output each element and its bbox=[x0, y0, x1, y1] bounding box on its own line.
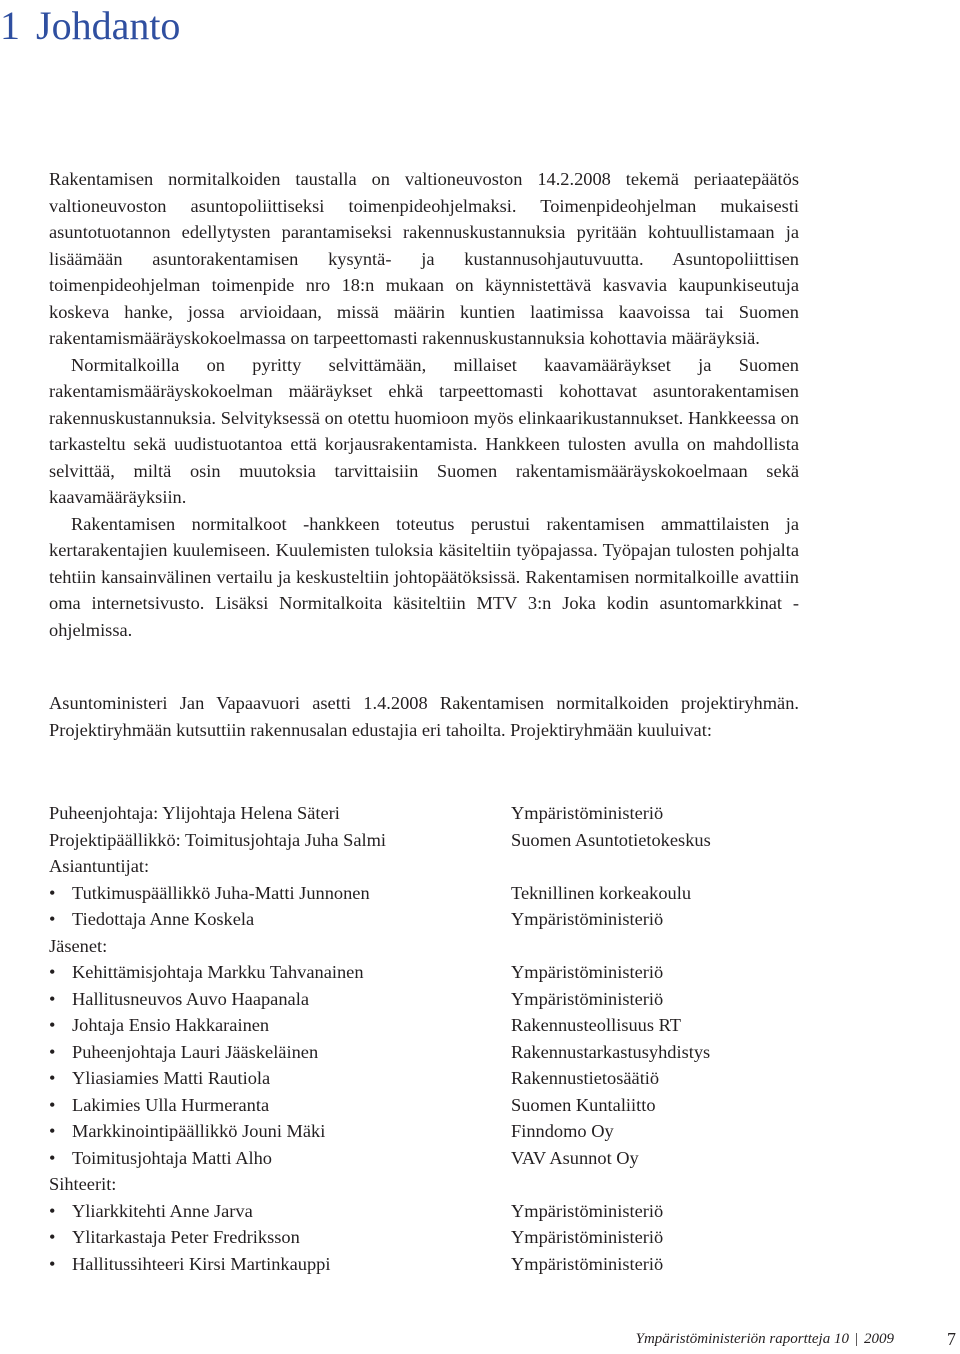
member-name: Hallitussihteeri Kirsi Martinkauppi bbox=[72, 1253, 331, 1274]
bullet-icon: • bbox=[49, 1094, 56, 1115]
member-name: Tiedottaja Anne Koskela bbox=[72, 909, 255, 929]
publication-issue: 10 bbox=[833, 1331, 849, 1347]
member-organization: Rakennustietosäätiö bbox=[511, 1068, 660, 1088]
footer-separator: | bbox=[854, 1331, 858, 1347]
paragraph: Asuntoministeri Jan Vapaavuori asetti 1.4.2008 Rakentamisen normitalkoiden projektiryhmän. Projektiryhmään kutsuttiin rakennusalan edustajia eri tahoilta. Projektiryhmään kuuluivat: bbox=[49, 693, 799, 740]
member-row bbox=[49, 800, 849, 827]
paragraph: Rakentamisen normitalkoot -hankkeen toteutus perustui rakentamisen ammattilaisten ja kertarakentajien kuulemiseen. Kuulemisten tuloksia käsiteltiin työpajassa. Työpajan tulosten pohjalta tehtiin kansainvälinen vertailu ja keskusteltiin johtopäätöksissä. Rakentamisen normitalkoille avattiin oma internetsivusto. Lisäksi Normitalkoita käsiteltiin MTV 3:n Joka kodin asuntomarkkinat -ohjelmissa. bbox=[49, 513, 799, 640]
member-organization: Ympäristöministeriö bbox=[511, 1200, 664, 1221]
member-name: Yliarkkitehti Anne Jarva bbox=[72, 1200, 253, 1221]
member-row bbox=[49, 1198, 849, 1225]
member-row bbox=[49, 933, 849, 960]
member-organization: Ympäristöministeriö bbox=[511, 988, 664, 1009]
member-left bbox=[49, 1039, 511, 1066]
project-group-text bbox=[49, 690, 799, 743]
member-name: Puheenjohtaja Lauri Jääskeläinen bbox=[72, 1041, 319, 1062]
member-left bbox=[49, 986, 511, 1013]
bullet-icon: • bbox=[49, 1253, 56, 1274]
member-row bbox=[49, 1065, 849, 1092]
page-number: 7 bbox=[947, 1329, 956, 1349]
member-left bbox=[49, 1065, 511, 1092]
member-organization: Teknillinen korkeakoulu bbox=[511, 882, 692, 903]
bullet-icon: • bbox=[49, 1068, 56, 1088]
member-left bbox=[49, 853, 511, 880]
member-name: Sihteerit: bbox=[49, 1174, 117, 1194]
member-left bbox=[49, 1145, 511, 1172]
member-name: Johtaja Ensio Hakkarainen bbox=[72, 1015, 270, 1035]
member-name: Lakimies Ulla Hurmeranta bbox=[72, 1094, 270, 1115]
member-left bbox=[49, 906, 511, 933]
member-organization: VAV Asunnot Oy bbox=[511, 1147, 639, 1168]
bullet-icon: • bbox=[49, 1200, 56, 1221]
member-name: Toimitusjohtaja Matti Alho bbox=[72, 1147, 272, 1168]
member-row bbox=[49, 959, 849, 986]
bullet-icon: • bbox=[49, 1121, 56, 1141]
member-name: Tutkimuspäällikkö Juha-Matti Junnonen bbox=[72, 882, 370, 903]
member-row bbox=[49, 1145, 849, 1172]
publication-year: 2009 bbox=[864, 1331, 894, 1347]
member-left bbox=[49, 1251, 511, 1278]
bullet-icon: • bbox=[49, 988, 56, 1009]
member-name: Yliasiamies Matti Rautiola bbox=[72, 1068, 271, 1088]
member-organization: Rakennustarkastusyhdistys bbox=[511, 1041, 711, 1062]
member-name: Projektipäällikkö: Toimitusjohtaja Juha Salmi bbox=[49, 829, 387, 850]
chapter-title: Johdanto bbox=[36, 3, 181, 48]
member-left bbox=[49, 800, 511, 827]
member-left bbox=[49, 1092, 511, 1119]
bullet-icon: • bbox=[49, 882, 56, 903]
member-name: Kehittämisjohtaja Markku Tahvanainen bbox=[72, 962, 364, 982]
publication-series: Ympäristöministeriön raportteja bbox=[635, 1331, 831, 1347]
member-organization: Ympäristöministeriö bbox=[511, 1227, 664, 1247]
member-row bbox=[49, 880, 849, 907]
member-organization: Finndomo Oy bbox=[511, 1121, 614, 1141]
member-organization: Ympäristöministeriö bbox=[511, 962, 664, 982]
intro-text bbox=[49, 166, 799, 643]
member-row bbox=[49, 827, 849, 854]
chapter-number: 1 bbox=[0, 3, 20, 48]
member-left bbox=[49, 1012, 511, 1039]
member-name: Asiantuntijat: bbox=[49, 856, 150, 876]
member-name: Markkinointipäällikkö Jouni Mäki bbox=[72, 1121, 326, 1141]
bullet-icon: • bbox=[49, 962, 56, 982]
publication-info bbox=[636, 1326, 894, 1352]
member-left bbox=[49, 880, 511, 907]
member-left bbox=[49, 1118, 511, 1145]
paragraph: Normitalkoilla on pyritty selvittämään, millaiset kaavamääräykset ja Suomen rakentamismääräyskokoelman määräykset ehkä tarpeettomasti kohottavat asuntorakentamisen rakennuskustannuksia. Selvityksessä on otettu huomioon myös elinkaarikustannukset. Hankkeessa on tarkasteltu sekä uudistuotantoa että korjausrakentamista. Hankkeen tulosten avulla on mahdollista selvittää, miltä osin muutoksia tarvittaisiin Suomen rakentamismääräyskokoelmaan sekä kaavamääräyksiin. bbox=[49, 354, 799, 507]
member-row bbox=[49, 1171, 849, 1198]
member-organization: Suomen Kuntaliitto bbox=[511, 1094, 656, 1115]
member-left bbox=[49, 933, 511, 960]
member-row bbox=[49, 1012, 849, 1039]
member-row bbox=[49, 1092, 849, 1119]
member-name: Puheenjohtaja: Ylijohtaja Helena Säteri bbox=[49, 803, 340, 823]
paragraph: Rakentamisen normitalkoiden taustalla on valtioneuvoston 14.2.2008 tekemä periaatepäätös valtioneuvoston asuntopoliittiseksi toimenpideohjelmaksi. Toimenpideohjelman mukaisesti asuntotuotannon edellytysten parantamiseksi rakennuskustannuksia pyritään kohtuullistamaan ja lisäämään asuntorakentamisen kysyntä- ja kustannusohjautuvuutta. Asuntopoliittisen toimenpideohjelman toimenpide nro 18:n mukaan on käynnistettävä kasvavia kaupunkiseutuja koskeva hanke, jossa arvioidaan, missä määrin kuntien laatimissa kaavoissa tai Suomen rakentamismääräyskokoelmassa on tarpeettomasti rakennuskustannuksia kohottavia määräyksiä. bbox=[49, 169, 799, 348]
member-left bbox=[49, 827, 511, 854]
member-organization: Suomen Asuntotietokeskus bbox=[511, 829, 711, 850]
page-footer bbox=[0, 1326, 960, 1352]
member-row bbox=[49, 1251, 849, 1278]
member-organization: Ympäristöministeriö bbox=[511, 909, 664, 929]
member-left bbox=[49, 1171, 511, 1198]
member-name: Jäsenet: bbox=[49, 935, 108, 956]
member-row bbox=[49, 1039, 849, 1066]
member-name: Hallitusneuvos Auvo Haapanala bbox=[72, 988, 309, 1009]
chapter-heading bbox=[0, 0, 180, 52]
member-row bbox=[49, 853, 849, 880]
member-organization: Rakennusteollisuus RT bbox=[511, 1015, 682, 1035]
member-left bbox=[49, 1198, 511, 1225]
bullet-icon: • bbox=[49, 909, 56, 929]
bullet-icon: • bbox=[49, 1147, 56, 1168]
member-organization: Ympäristöministeriö bbox=[511, 803, 664, 823]
member-row bbox=[49, 906, 849, 933]
bullet-icon: • bbox=[49, 1227, 56, 1247]
bullet-icon: • bbox=[49, 1015, 56, 1035]
member-left bbox=[49, 959, 511, 986]
member-row bbox=[49, 1224, 849, 1251]
member-list bbox=[49, 800, 849, 1277]
member-row bbox=[49, 986, 849, 1013]
member-left bbox=[49, 1224, 511, 1251]
member-name: Ylitarkastaja Peter Fredriksson bbox=[72, 1227, 300, 1247]
member-organization: Ympäristöministeriö bbox=[511, 1253, 664, 1274]
bullet-icon: • bbox=[49, 1041, 56, 1062]
member-row bbox=[49, 1118, 849, 1145]
